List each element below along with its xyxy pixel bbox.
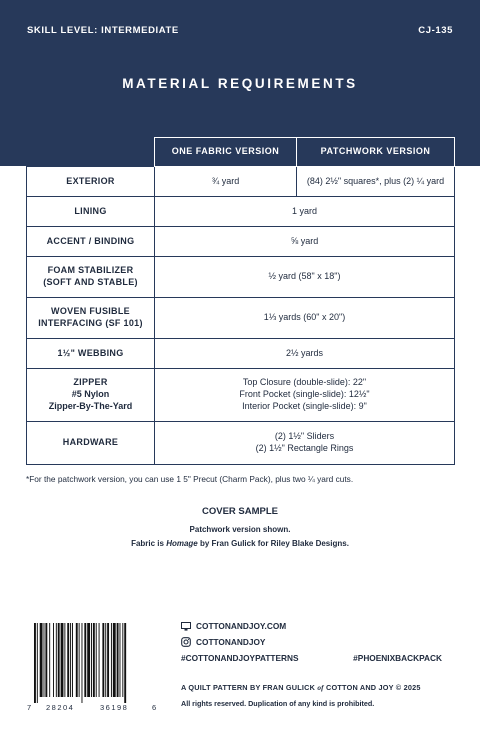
instagram-text: COTTONANDJOY [196, 637, 266, 647]
barcode-bar [93, 623, 95, 697]
barcode-bar [64, 623, 65, 697]
row-value: 2½ yards [155, 339, 455, 369]
page-title: MATERIAL REQUIREMENTS [122, 76, 358, 91]
patchwork-footnote: *For the patchwork version, you can use 1 5" Precut (Charm Pack), plus two ¼ yard cuts. [26, 474, 354, 484]
row-label: FOAM STABILIZER (SOFT AND STABLE) [27, 257, 155, 298]
computer-icon [181, 622, 191, 631]
row-value: ½ yard (58" x 18") [155, 257, 455, 298]
barcode-bar [37, 623, 38, 703]
barcode-bar [87, 623, 90, 697]
barcode-bar [61, 623, 64, 697]
cover-sample-title: COVER SAMPLE [201, 506, 278, 517]
table-row [27, 339, 455, 369]
row-value: (2) 1½" Sliders (2) 1½" Rectangle Rings [155, 422, 455, 465]
instagram-icon [181, 637, 191, 647]
column-header-patchwork: PATCHWORK VERSION [297, 138, 455, 167]
barcode-bar [105, 623, 106, 697]
table-row [27, 227, 455, 257]
table-row [27, 167, 455, 197]
barcode-bar [124, 623, 126, 703]
row-label: EXTERIOR [27, 167, 155, 197]
barcode-bar [70, 623, 71, 697]
barcode-bar [40, 623, 43, 697]
table-row [27, 197, 455, 227]
row-label: 1½" WEBBING [27, 339, 155, 369]
barcode-bar [122, 623, 123, 697]
barcode-bar [49, 623, 50, 697]
barcode-digits-left: 28204 [46, 703, 75, 712]
barcode-bar [45, 623, 47, 697]
row-label: LINING [27, 197, 155, 227]
row-value: ⅝ yard [155, 227, 455, 257]
barcode-bar [44, 623, 45, 697]
barcode-digits-right: 36198 [100, 703, 129, 712]
hashtag-brand[interactable]: #COTTONANDJOYPATTERNS [181, 653, 299, 663]
fabric-name: Homage [166, 539, 198, 548]
barcode-bar [96, 623, 97, 697]
row-value: 1⅓ yards (60" x 20") [155, 298, 455, 339]
row-label: WOVEN FUSIBLE INTERFACING (SF 101) [27, 298, 155, 339]
pattern-credit: A QUILT PATTERN BY FRAN GULICK of COTTON AND JOY © 2025 [181, 683, 421, 692]
barcode-bar [67, 623, 69, 697]
table-row [27, 422, 455, 465]
row-label: ZIPPER #5 Nylon Zipper-By-The-Yard [27, 369, 155, 422]
table-row [27, 257, 455, 298]
barcode-bar [111, 623, 112, 697]
barcode-bar [84, 623, 86, 697]
barcode-bar [91, 623, 92, 697]
barcode-bar [117, 623, 119, 697]
cover-sample-fabric: Fabric is Homage by Fran Gulick for Riley Blake Designs. [131, 539, 349, 548]
barcode-digit-check: 6 [152, 703, 157, 712]
patchwork-value: (84) 2½" squares*, plus (2) ¼ yard [297, 167, 455, 197]
website-text: COTTONANDJOY.COM [196, 621, 287, 631]
barcode [32, 623, 154, 703]
barcode-bar [58, 623, 60, 697]
barcode-bar [99, 623, 100, 697]
row-value: Top Closure (double-slide): 22" Front Pocket (single-slide): 12½" Interior Pocket (single-slide): 9" [155, 369, 455, 422]
website-link[interactable] [181, 621, 286, 631]
instagram-link[interactable] [181, 637, 265, 647]
barcode-bar [56, 623, 57, 697]
column-header-one-fabric: ONE FABRIC VERSION [155, 138, 297, 167]
table-row [27, 369, 455, 422]
cover-sample-note: Patchwork version shown. [189, 525, 291, 534]
barcode-bar [102, 623, 104, 697]
barcode-digit-lead: 7 [27, 703, 32, 712]
barcode-bar [76, 623, 78, 697]
row-label: HARDWARE [27, 422, 155, 465]
rights-notice: All rights reserved. Duplication of any kind is prohibited. [181, 699, 375, 708]
skill-level: SKILL LEVEL: INTERMEDIATE [27, 25, 179, 36]
pattern-code: CJ-135 [418, 25, 453, 36]
barcode-bar [72, 623, 73, 697]
barcode-bar [120, 623, 121, 697]
hashtag-pattern[interactable]: #PHOENIXBACKPACK [353, 653, 442, 663]
material-requirements-table [26, 137, 455, 465]
barcode-bar [53, 623, 54, 697]
barcode-bar [79, 623, 80, 697]
barcode-bar [82, 623, 83, 703]
row-value: 1 yard [155, 197, 455, 227]
table-row [27, 298, 455, 339]
barcode-bar [113, 623, 116, 697]
one-fabric-value: ¾ yard [155, 167, 297, 197]
barcode-bar [107, 623, 109, 697]
table-corner [27, 138, 155, 167]
row-label: ACCENT / BINDING [27, 227, 155, 257]
barcode-bar [34, 623, 36, 703]
